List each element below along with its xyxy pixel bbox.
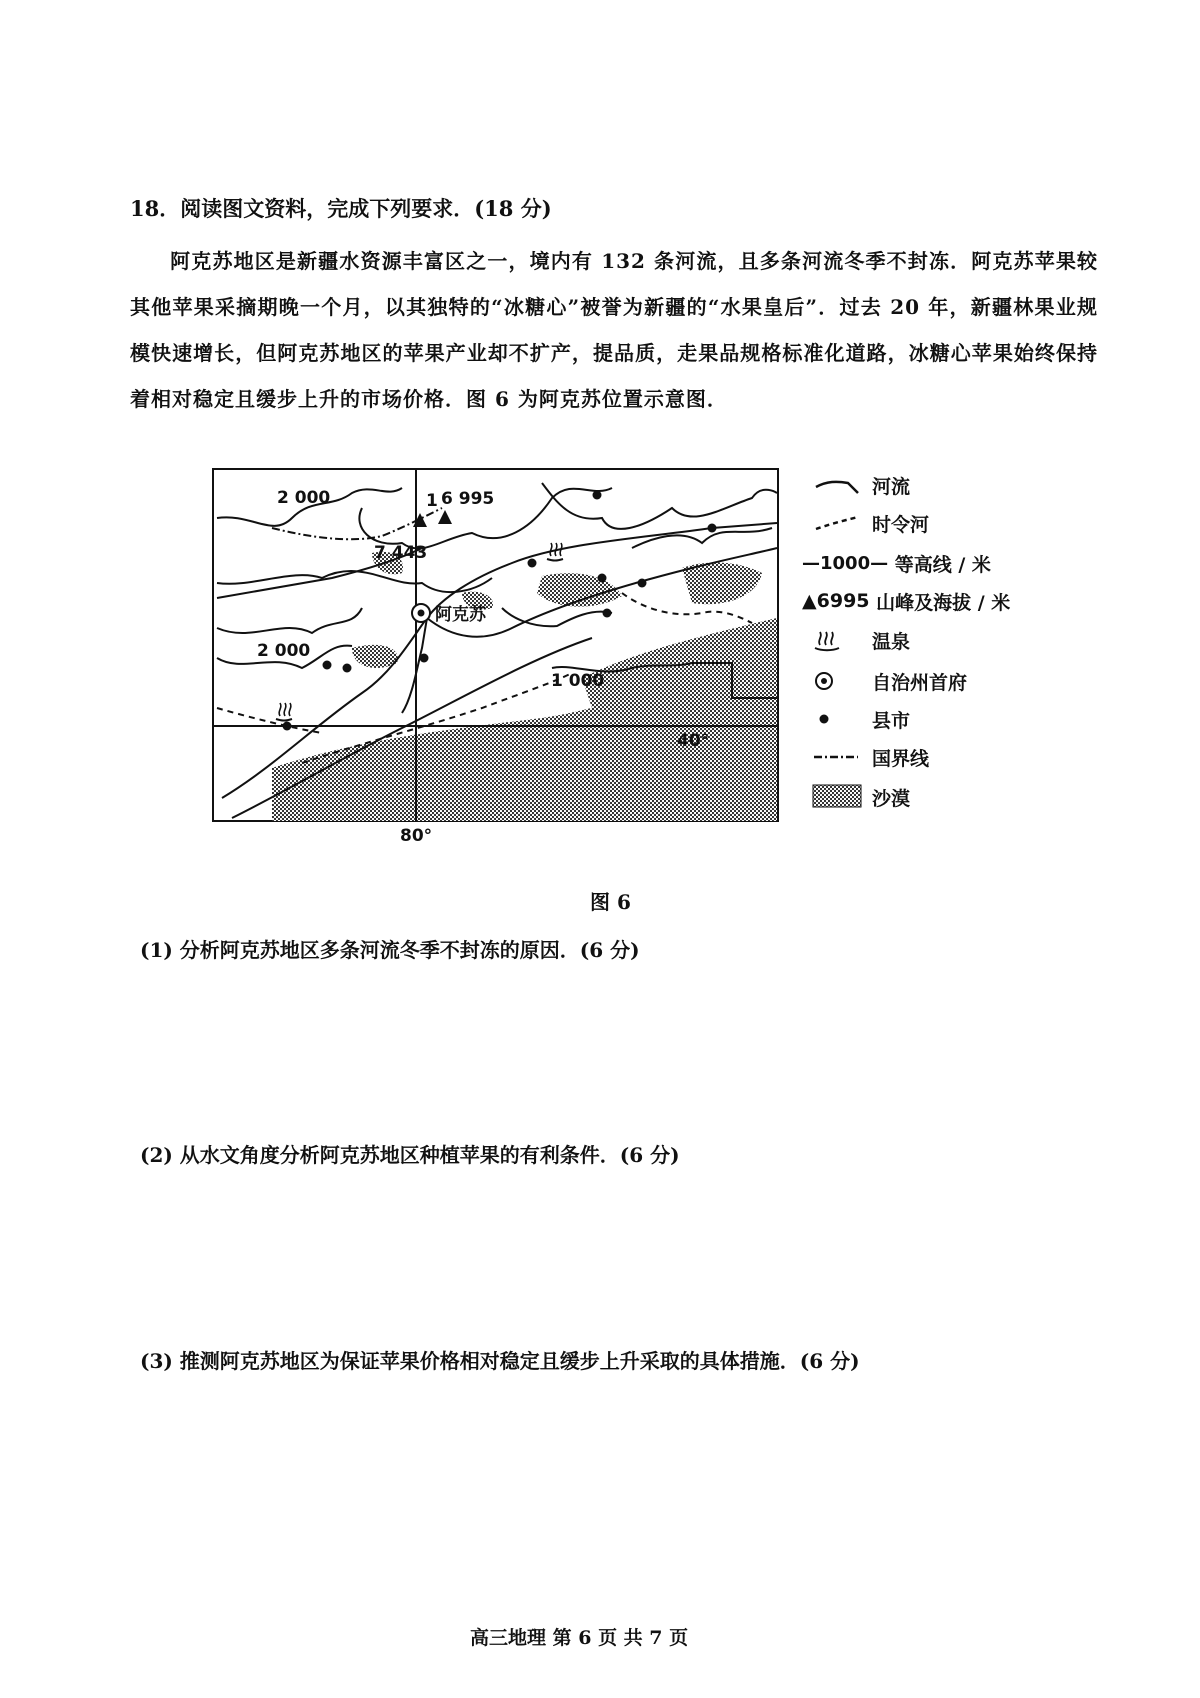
city-label: 阿克苏 [435,605,486,625]
peak-6995-label: 6 995 [441,489,495,509]
sub-question-1: (1) 分析阿克苏地区多条河流冬季不封冻的原因．(6 分) [140,938,640,962]
county-icon [593,491,602,500]
paragraph-text: 阿克苏地区是新疆水资源丰富区之一，境内有 132 条河流，且多条河流冬季不封冻．阿克苏苹果较其他苹果采摘期晚一个月，以其独特的“冰糖心”被誉为新疆的“水果皇后”．过去 20 年，新疆林果业规模快速增长，但阿克苏地区的苹果产业却不扩产，提品质，走果品规格标准化道路，冰糖心苹果始终保持着相对稳定且缓步上升的市场价格．图 6 为阿克苏位置示意图． [130,249,1098,411]
county-icon [420,654,429,663]
question-title: 18．阅读图文资料，完成下列要求．(18 分) [130,196,552,221]
page-footer: 高三地理 第 6 页 共 7 页 [470,1627,689,1649]
peak-7443-label: 7 443 [374,543,428,563]
contour-icon: —1000— [802,552,889,574]
county-icon [603,609,612,618]
desert-icon [812,783,872,811]
county-icon [812,705,872,733]
legend-item-seasonal-river: 时令河 [812,508,929,538]
contour-1000-label: 1 000 [551,671,605,691]
sub-question-3: (3) 推测阿克苏地区为保证苹果价格相对稳定且缓步上升采取的具体措施．(6 分) [140,1349,860,1373]
legend-item-capital: 自治州首府 [812,666,967,696]
legend-item-hot-spring: 温泉 [812,625,910,655]
legend-item-county: 县市 [812,704,910,734]
county-icon [638,579,647,588]
location-map [212,468,779,822]
seasonal-river-icon [812,509,872,537]
legend-item-border: 国界线 [812,742,929,772]
river-icon [812,471,872,499]
county-icon [598,574,607,583]
legend-item-peak: ▲6995 山峰及海拔 / 米 [802,590,1011,614]
county-icon [283,722,292,731]
border-icon [812,743,872,771]
hot-spring-icon [812,626,872,654]
capital-icon [812,667,872,695]
longitude-label: 80° [400,826,433,846]
figure-caption: 图 6 [590,890,631,914]
peak-icon: ▲6995 [802,590,870,612]
legend-item-river: 河流 [812,470,910,500]
latitude-label: 40° [677,731,710,751]
question-paragraph [130,238,1098,422]
county-icon [323,661,332,670]
county-icon [343,664,352,673]
contour-2000-label: 2 000 [257,641,311,661]
legend-item-contour: —1000— 等高线 / 米 [802,552,991,576]
peak-marker-label: 1 [426,491,438,511]
contour-2000-label: 2 000 [277,488,331,508]
legend-item-desert: 沙漠 [812,782,910,812]
sub-question-2: (2) 从水文角度分析阿克苏地区种植苹果的有利条件．(6 分) [140,1143,680,1167]
county-icon [708,524,717,533]
county-icon [528,559,537,568]
map-legend [802,470,1062,830]
